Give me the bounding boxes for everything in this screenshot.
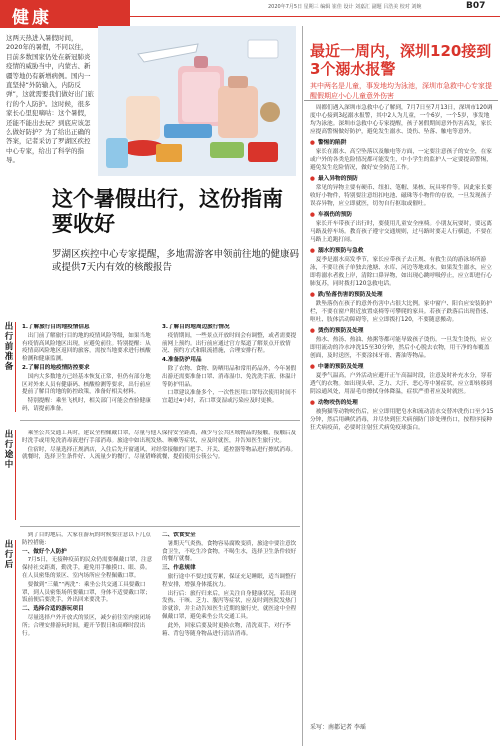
right-article-subtitle: 其中两名是儿童，事发地均为泳池，深圳市急救中心专家提醒假期应小心儿童意外伤害 [310,82,492,100]
right-section-text-8: 被狗猫等动物咬伤后，应立即用肥皂水和流动清水交替冲洗伤口至少15分钟，然后用碘伏消毒，并尽快到狂犬病预防门诊处理伤口，按程序接种狂犬病疫苗，必要时注射狂犬病免疫球蛋白。 [310,409,494,431]
section-banner [0,0,130,28]
column-1-heading-2: 2.了解目的地疫情防控要求 [22,364,90,371]
right-section-text-4: 夏季是溺水高发季节，家长应带孩子去正规、有救生员的游泳场所游泳，不要让孩子单独去池塘、水库、河边等地戏水。如果发生溺水，应立即将溺水者救上岸，清除口鼻异物，如出现心跳呼吸停止，应立即进行心肺复苏，同时拨打120急救电话。 [310,257,492,287]
right-section-text-3: 家长开车带孩子出行时，要使用儿童安全座椅。小朋友玩耍时，要远离马路及停车场。教育孩子遵守交通规则，过马路时要走人行横道，不要在马路上追跑打闹。 [310,221,492,243]
column-2-text-1: 疫情期间，一些景点开放时间会有调整，或者需要提前网上预约。出行前应通过官方渠道了解景点开放情况、预约方式和限流措施，合理安排行程。 [162,332,297,355]
section-divider-2 [20,526,300,527]
right-section-heading-6: ● 烫伤的预防及处理 [310,327,495,335]
column-5-text-2: 旅行途中不要过度劳累，保证充足睡眠，适当调整行程安排，增强身体抵抗力。 [162,573,297,588]
right-section-text-7: 夏季气温高，户外活动应避开正午高温时段，注意及时补充水分，穿着透气的衣物。如出现头晕、乏力、大汗、恶心等中暑症状，应立即转移到阴凉通风处，用湿毛巾擦拭身体降温，症状严重者应及时就医。 [310,373,492,395]
right-section-text-6: 热水、热汤、热油、热粥等都可能导致孩子烫伤。一旦发生烫伤，应立即用流动的冷水冲洗15至30分钟，然后小心脱去衣物，用干净的布覆盖创面，及时送医，不要涂抹牙膏、酱油等物品。 [310,337,492,359]
main-headline: 这个暑假出行，这份指南要收好 [52,187,283,236]
right-article-title: 最近一周内，深圳120接到3个溺水报警 [310,42,492,78]
column-5-heading-2: 三、作息规律 [162,565,196,572]
column-2 [162,324,298,418]
column-1-text-1: 出门前了解旅行目的地的疫情风险等级，如果当地有疫情高风险地区出现，应避免前往。特别提醒：从疫情高风险地区返回的旅客，需按当地要求进行核酸检测和健康监测。 [22,332,151,363]
column-1-heading-1: 1.了解旅行目的地疫情信息 [22,324,90,330]
sideband-after-bar [15,540,16,740]
column-4-heading-2: 二、选择合适的游玩项目 [22,606,84,613]
column-5-text-3: 出行后：旅行归来后，应关注自身健康状况，若出现发热、干咳、乏力、腹泻等症状，应及时到医院发热门诊就诊，并主动告知医生近期的旅行史，就医途中全程佩戴口罩，避免乘坐公共交通工具。 [162,590,297,620]
column-1-text-3: 特别提醒：乘坐飞机时，相关部门可能会查验健康码，请提前准备。 [22,398,151,412]
section-title: 健康 [12,8,52,28]
column-3 [22,430,298,522]
right-section-heading-7: ● 中暑的预防及处理 [310,363,495,371]
sideband-before: 出行前准备 [4,322,14,372]
right-section-heading-3: ● 车祸伤的预防 [310,211,495,219]
header-rule [130,16,500,17]
column-3-text-1: 乘坐公共交通工具时，建议全程佩戴口罩，尽量与他人保持安全距离，减少与公共区域物品的接触，接触后及时洗手或用免洗消毒液进行手部消毒。旅途中如出现发热、咳嗽等症状，应及时就医，并告知医生旅行史。 [22,430,297,444]
column-2-text-3: 口罩建议准备多个，一次性医用口罩每次使用时间不宜超过4小时，若口罩变湿或污染应及时更换。 [162,390,297,405]
column-4 [22,532,156,742]
section-divider-1 [20,420,300,421]
right-article-body [310,104,495,719]
column-4-heading-1: 一、做好个人防护 [22,548,67,555]
column-1-text-2: 国内大多数地方已经基本恢复正常，但仍有部分地区对外来人员有健康码、核酸检测等要求，出行前应提前了解目的地的防控政策，准备好相关材料。 [22,373,151,396]
column-1 [22,324,156,418]
column-4-text-2: 7月5日，无接种疫苗的民众仍需要佩戴口罩，注意保持社交距离，勤洗手，避免用手触摸口、眼、鼻。在人员密集的景区、室内场所应全程佩戴口罩。 [22,557,153,579]
right-section-heading-4: ● 溺水的预防与急救 [310,247,495,255]
column-5-text-1: 暑期天气炎热，食物容易腐败变质，旅途中要注意饮食卫生，不吃生冷食物，不喝生水，选择卫生条件较好的餐厅就餐。 [162,540,297,563]
main-subtitle: 罗湖区疾控中心专家提醒，多地需游客申领前往地的健康码或提供7天内有效的核酸报告 [52,249,300,273]
column-5-text-4: 此外，回家后要及时更换衣物，清洗双手，对行李箱、背包等随身物品进行清洁消毒。 [162,622,291,637]
column-2-heading-2: 4.准备防护用品 [162,357,202,364]
page-code: B07 [466,1,486,11]
right-section-heading-2: ● 最入异物的预防 [310,175,495,183]
column-5-heading-1: 二、饮食安全 [162,532,196,538]
right-section-heading-1: ● 警惕的陷阱 [310,139,495,147]
right-section-heading-5: ● 跌/坠落伤害的预防及处理 [310,291,495,299]
sideband-during: 出行途中 [4,430,14,470]
travel-illustration [98,26,296,176]
column-4-text-1: 到了目的地后，大家在游玩的时候要注意以下几点防控措施： [22,532,151,546]
intro-paragraph: 这两天热进入暑假时间，2020年的暑假，不同以往，目前多数国家仍处在新冠肺炎疫情的威胁当中，内蒙古、新疆等地仍有新增病例。国内一直坚持“外防输入，内防反弹”，这就需要我们做好出门旅行的个人防护。这时候，很多家长心里犯嘀咕：这个暑假，还能不能出去玩？到底应该怎么做好防护？为了给出正确的答案，记者采访了罗湖区疾控中心专家，给出了科学的指导。 [6,34,94,165]
right-article-rule [304,100,498,101]
column-5 [162,532,298,742]
sideband-before-bar [15,322,16,412]
column-2-text-2: 除了衣物、食物、防晒用品和常用药品外，今年暑假出游还需要准备口罩、消毒湿巾、免洗洗手液、体温计等防护用品。 [162,365,297,388]
sideband-during-bar [15,430,16,520]
issue-meta: 2020年7月5日 星期三 编辑 崔佳 设计 刘嘉汇 副题 吕浩美 校对 刘婉 [268,4,422,10]
right-section-text-5: 跌坠落伤在孩子的意外伤害中占很大比例。家中窗户、阳台应安装防护栏，不要在窗户附近放置桌椅等可攀爬的家具。若孩子跌落后出现昏迷、呕吐、肢体活动障碍等，应立即拨打120，不要随意搬动。 [310,301,492,323]
right-section-text-1: 家长在溺水、高空坠落以及触电等方面，一定要注意孩子的安全，在家或户外的各类危险情况都可能发生，中小学生的监护人一定要提高警惕，避免发生危险情况，做好安全防范工作。 [310,149,492,171]
sideband-after: 出行后 [4,540,14,570]
right-article-lead: 周都们遇入深圳市急救中心了解到，7月7日至7月13日，深圳市120调度中心接到3起溺水报警，其中2人为儿童，一个6岁，一个5岁，事发地均为泳池。深圳市急救中心专家提醒，孩子暑假期间意外伤害高发，家长应提高警惕做好防护，避免发生溺水、烫伤、坠落、触电等意外。 [310,105,493,135]
right-section-heading-8: ● 动物咬伤的处理 [310,399,495,407]
column-4-text-3: 要做到“三戴”“两洗”：乘坐公共交通工具要戴口罩，到人员密集场所要戴口罩，身体不适要戴口罩；饭前便后要洗手，外出回来要洗手。 [22,581,151,604]
column-divider [302,26,303,746]
column-2-heading-1: 3.了解目的地周边旅行情况 [162,324,230,330]
reporter-credit: 采写：南都记者 李瑶 [310,724,366,731]
page-header [0,0,500,28]
right-section-text-2: 常见的异物主要有硬币、纽扣、笔帽、果核、玩具零件等。因此家长要收好小物件，特别要注意纽扣电池、磁珠等小物件的存放，一旦发现孩子误吞异物，应立即就医，切勿自行抠取或催吐。 [310,185,492,207]
column-4-text-4: 尽量选择户外开放式的景区，减少前往室内密闭场所；合理安排游玩时间，避开节假日和高峰时段出行。 [22,614,151,637]
hero-illustration [98,26,296,176]
column-3-text-2: 住宿时，尽量选择正规酒店，入住后先开窗通风，对经常接触的门把手、开关、遥控器等物品进行擦拭消毒。就餐时，选择卫生条件好、人流量少的餐厅，尽量错峰就餐，提倡使用公筷公勺。 [22,446,297,461]
